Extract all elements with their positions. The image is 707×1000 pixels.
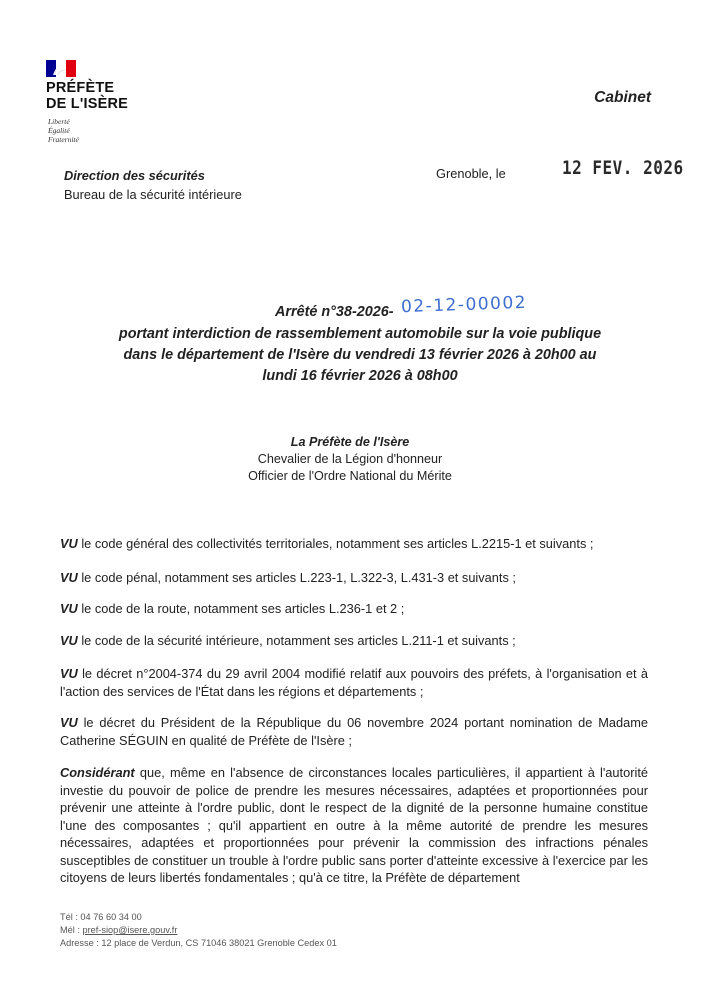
signatory-block — [200, 434, 500, 485]
visa-lead: VU — [60, 666, 78, 681]
footer-mail-line — [60, 924, 337, 937]
visa-paragraph — [60, 600, 648, 618]
visa-paragraph — [60, 632, 648, 650]
arrete-handwritten-number: 02-12-00002 — [400, 292, 528, 318]
arrete-number-prefix: Arrêté n°38-2026- — [275, 304, 394, 320]
signatory-title: Officier de l'Ordre National du Mérite — [248, 469, 452, 483]
prefecture-name — [46, 80, 128, 112]
visa-text: le décret n°2004-374 du 29 avril 2004 modifié relatif aux pouvoirs des préfets, à l'organisation et à l'action des services de l'État dans les régions et départements ; — [60, 666, 648, 699]
footer-mail-link[interactable]: pref-siop@isere.gouv.fr — [82, 925, 178, 935]
date-place: Grenoble, le — [436, 166, 506, 181]
visa-lead: VU — [60, 601, 78, 616]
visa-lead: VU — [60, 536, 78, 551]
footer-contact — [60, 911, 337, 950]
arrete-subject-line: lundi 16 février 2026 à 08h00 — [262, 368, 458, 384]
motto-fraternite: Fraternité — [48, 135, 79, 144]
visa-lead: VU — [60, 715, 78, 730]
sender-block — [64, 166, 242, 204]
footer-mail-label: Mél : — [60, 925, 83, 935]
footer-tel: Tél : 04 76 60 34 00 — [60, 912, 142, 922]
arrete-subject-line: dans le département de l'Isère du vendredi 13 février 2026 à 20h00 au — [123, 347, 597, 363]
visa-text: le code de la sécurité intérieure, notamment ses articles L.211-1 et suivants ; — [77, 633, 516, 648]
arrete-title-block — [80, 292, 640, 387]
visa-paragraph — [60, 665, 648, 700]
signatory-name: La Préfète de l'Isère — [290, 435, 410, 449]
marianne-logo-icon — [46, 60, 76, 77]
sender-bureau: Bureau de la sécurité intérieure — [64, 187, 242, 202]
considerant-lead: Considérant — [60, 765, 135, 780]
motto-egalite: Égalité — [48, 126, 70, 135]
arrete-number-line — [80, 292, 640, 324]
visa-paragraph — [60, 569, 648, 587]
cabinet-label: Cabinet — [594, 89, 651, 106]
prefecture-name-line1: PRÉFÈTE — [46, 80, 115, 96]
visa-text: le code pénal, notamment ses articles L.223-1, L.322-3, L.431-3 et suivants ; — [77, 570, 516, 585]
visa-text: le code de la route, notamment ses articles L.236-1 et 2 ; — [77, 601, 405, 616]
considerant-paragraph — [60, 764, 648, 887]
republic-motto — [48, 117, 79, 144]
visa-lead: VU — [60, 570, 78, 585]
visa-text: le code général des collectivités territoriales, notamment ses articles L.2215-1 et suivants ; — [77, 536, 594, 551]
date-stamp: 12 FEV. 2026 — [562, 156, 684, 179]
motto-liberte: Liberté — [48, 117, 70, 126]
prefecture-name-line2: DE L'ISÈRE — [46, 96, 128, 112]
sender-direction: Direction des sécurités — [64, 168, 205, 183]
arrete-subject-line: portant interdiction de rassemblement automobile sur la voie publique — [118, 326, 602, 342]
visa-paragraph — [60, 535, 648, 553]
visa-paragraph — [60, 714, 648, 749]
considerant-text: que, même en l'absence de circonstances locales particulières, il appartient à l'autorité investie du pouvoir de police de prendre les mesures nécessaires, adaptées et proportionnées pour prévenir une atteinte à l'ordre public, dont le respect de la dignité de la personne humaine constitue l'une des composantes ; qu'il appartient en outre à la même autorité de prendre les mesures nécessaires, adaptées et proportionnées pour prévenir la commission des infractions pénales susceptibles de constituer un trouble à l'ordre public sans porter d'atteinte excessive à l'exercice par les citoyens de leurs libertés fondamentales ; qu'à ce titre, la Préfète de département — [60, 765, 648, 885]
visa-text: le décret du Président de la République du 06 novembre 2024 portant nomination de Madame Catherine SÉGUIN en qualité de Préfète de l'Isère ; — [60, 715, 648, 748]
signatory-title: Chevalier de la Légion d'honneur — [257, 452, 443, 466]
visa-lead: VU — [60, 633, 78, 648]
footer-address: Adresse : 12 place de Verdun, CS 71046 38021 Grenoble Cedex 01 — [60, 938, 337, 948]
